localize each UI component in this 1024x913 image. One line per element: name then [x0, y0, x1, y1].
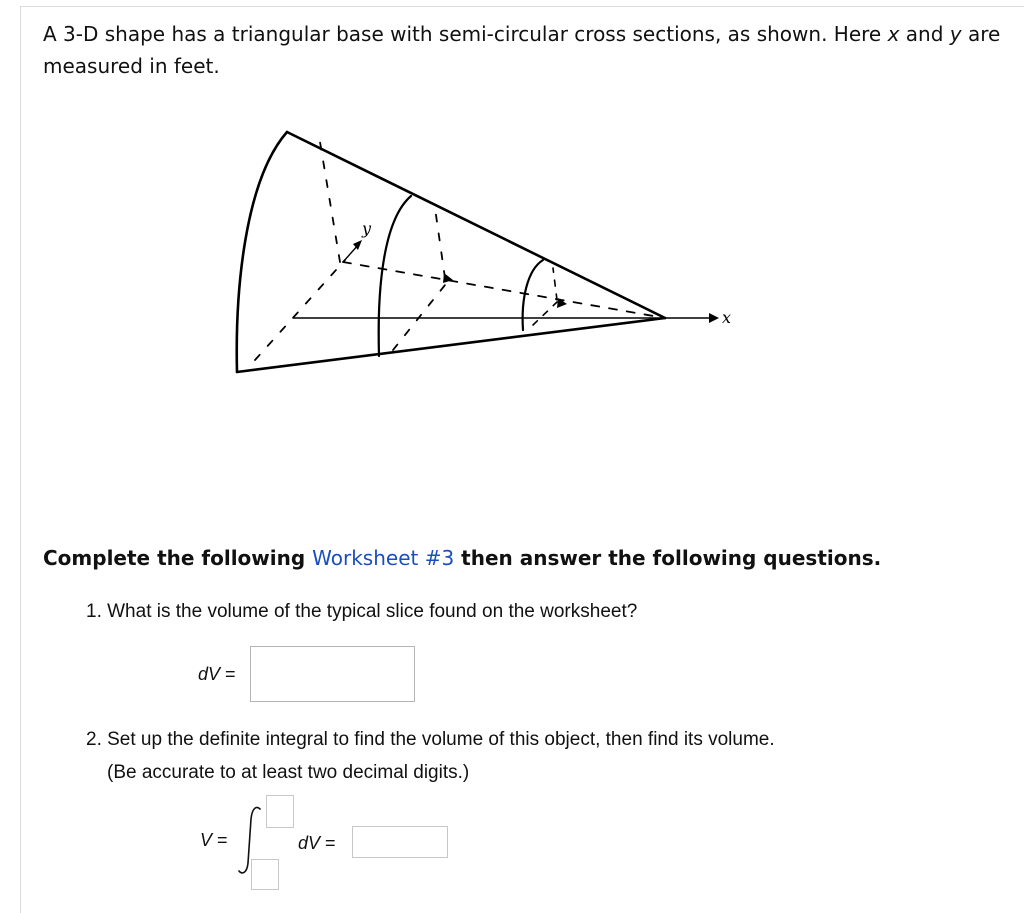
x-axis-arrowhead — [709, 313, 719, 323]
base-centerline — [255, 260, 345, 360]
small-section-height — [553, 268, 557, 300]
small-section-arc — [523, 260, 543, 330]
instructions-before: Complete the following — [43, 546, 313, 570]
cone-figure — [225, 120, 745, 385]
question-2-subtext: (Be accurate to at least two decimal digits.) — [107, 762, 470, 783]
top-divider — [20, 6, 1024, 7]
large-section-height — [320, 142, 340, 262]
dv-label-q1 — [198, 664, 236, 685]
lower-limit-input[interactable] — [251, 859, 279, 890]
base-edge — [237, 318, 665, 372]
problem-var-x: x — [887, 22, 900, 46]
dv-label-q1-eq: = — [220, 664, 236, 684]
large-section-arc — [237, 132, 287, 372]
v-label-eq: = — [212, 830, 228, 850]
middle-section-arc — [379, 196, 411, 356]
instructions — [43, 546, 881, 570]
problem-var-y: y — [949, 22, 962, 46]
axis-label-x: x — [722, 308, 732, 327]
small-section-base — [533, 302, 557, 325]
centerline-dashed — [343, 262, 665, 318]
problem-text-b: and — [899, 22, 950, 46]
dv-label-q2-eq: = — [320, 833, 336, 853]
dv-answer-input[interactable] — [250, 646, 415, 702]
middle-section-height — [435, 208, 445, 278]
dv-label-q1-var: dV — [198, 664, 221, 684]
problem-text-a: A 3-D shape has a triangular base with semi-circular cross sections, as shown. Here — [43, 22, 888, 46]
question-1-text: 1. What is the volume of the typical slice found on the worksheet? — [86, 601, 638, 622]
v-label — [200, 830, 228, 851]
axis-label-y: y — [362, 219, 372, 238]
v-label-var: V — [200, 830, 213, 850]
volume-result-input[interactable] — [352, 826, 448, 858]
upper-limit-input[interactable] — [266, 795, 294, 828]
problem-text-c: are measured in feet. — [43, 22, 1001, 78]
question-2-text: 2. Set up the definite integral to find the volume of this object, then find its volume. — [86, 729, 775, 750]
dv-label-q2-var: dV — [298, 833, 321, 853]
top-edge — [287, 132, 665, 318]
instructions-after: then answer the following questions. — [454, 546, 882, 570]
dv-label-q2 — [298, 833, 336, 854]
worksheet-link[interactable]: Worksheet #3 — [312, 546, 455, 570]
left-divider — [20, 6, 21, 913]
problem-statement — [43, 18, 1018, 82]
